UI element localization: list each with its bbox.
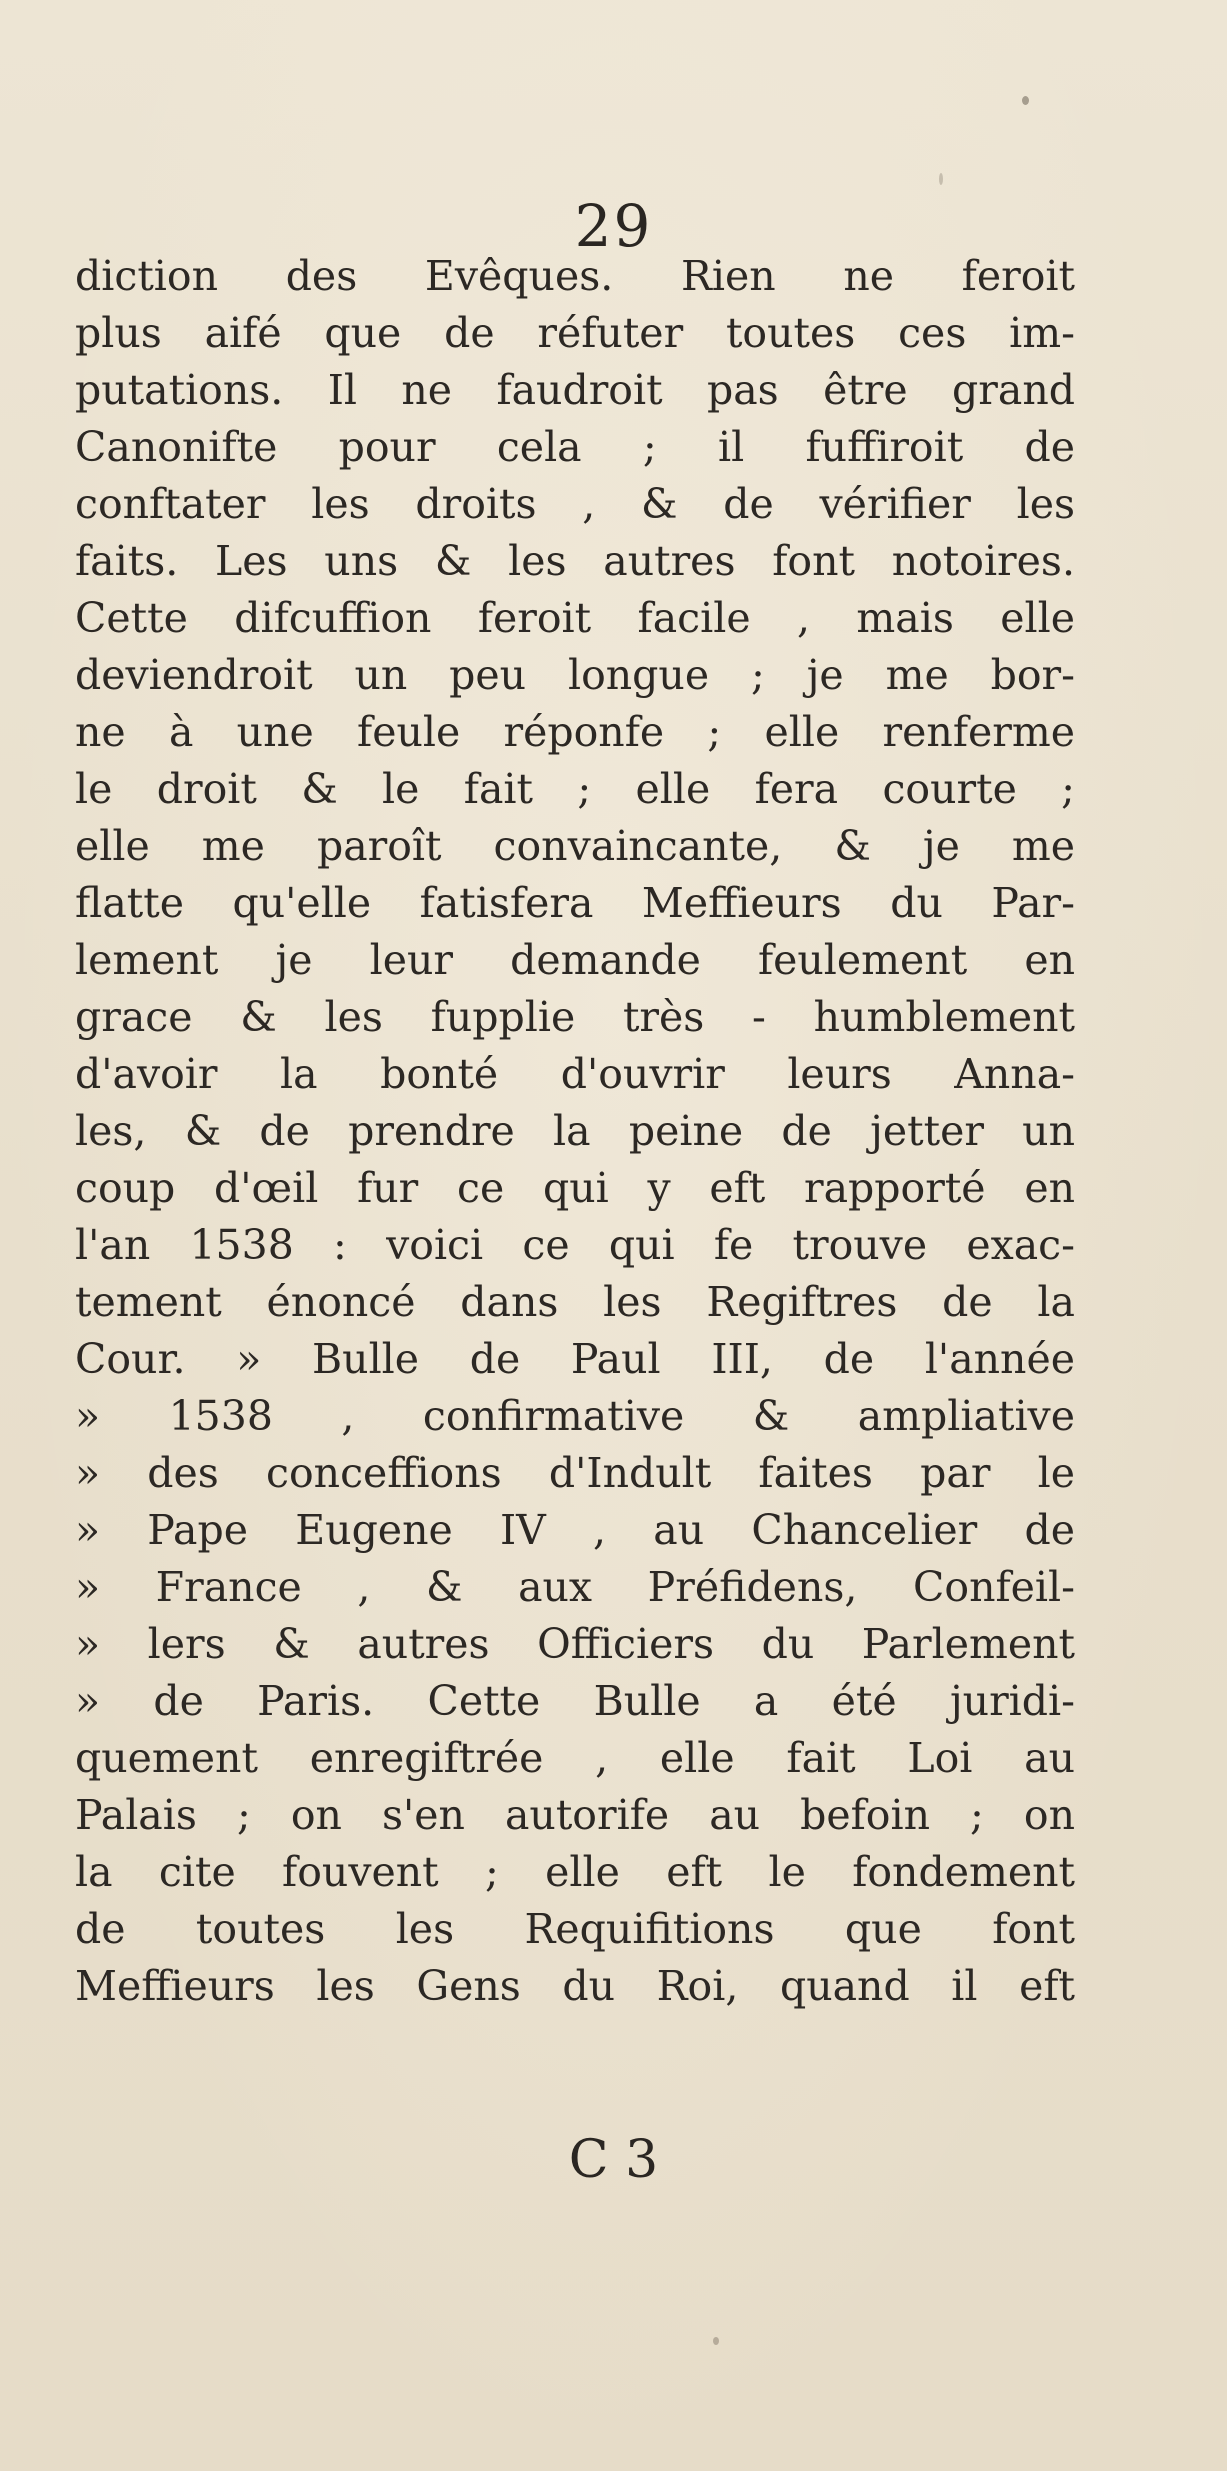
text-line: lement je leur demande feulement en [75, 936, 1075, 984]
ink-speck [1022, 96, 1029, 105]
text-line: ne à une feule réponfe ; elle renferme [75, 708, 1075, 756]
text-line: flatte qu'elle fatisfera Meffieurs du Par- [75, 879, 1075, 927]
text-line: Cette difcuffion feroit facile , mais elle [75, 594, 1075, 642]
text-line: » de Paris. Cette Bulle a été juridi- [75, 1677, 1075, 1725]
text-line: quement enregiftrée , elle fait Loi au [75, 1734, 1075, 1782]
text-line: Palais ; on s'en autorife au befoin ; on [75, 1791, 1075, 1839]
text-line: coup d'œil fur ce qui y eft rapporté en [75, 1164, 1075, 1212]
text-line: » des conceffions d'Indult faites par le [75, 1449, 1075, 1497]
ink-speck [713, 2337, 719, 2345]
text-line: d'avoir la bonté d'ouvrir leurs Anna- [75, 1050, 1075, 1098]
text-line: Meffieurs les Gens du Roi, quand il eft [75, 1962, 1075, 2010]
text-line: le droit & le fait ; elle fera courte ; [75, 765, 1075, 813]
text-line: » France , & aux Préfidens, Confeil- [75, 1563, 1075, 1611]
text-line: putations. Il ne faudroit pas être grand [75, 366, 1075, 414]
text-line: la cite fouvent ; elle eft le fondement [75, 1848, 1075, 1896]
text-line: conftater les droits , & de vérifier les [75, 480, 1075, 528]
text-line: » 1538 , confirmative & ampliative [75, 1392, 1075, 1440]
text-line: Cour. » Bulle de Paul III, de l'année [75, 1335, 1075, 1383]
text-line: grace & les fupplie très - humblement [75, 993, 1075, 1041]
text-line: tement énoncé dans les Regiftres de la [75, 1278, 1075, 1326]
text-line: plus aifé que de réfuter toutes ces im- [75, 309, 1075, 357]
ink-speck [939, 173, 943, 185]
text-line: elle me paroît convaincante, & je me [75, 822, 1075, 870]
body-text [75, 248, 1075, 2015]
signature-mark: C 3 [568, 2130, 659, 2190]
text-line: » lers & autres Officiers du Parlement [75, 1620, 1075, 1668]
text-line: les, & de prendre la peine de jetter un [75, 1107, 1075, 1155]
text-line: Canonifte pour cela ; il fuffiroit de [75, 423, 1075, 471]
text-line: de toutes les Requifitions que font [75, 1905, 1075, 1953]
text-line: l'an 1538 : voici ce qui fe trouve exac- [75, 1221, 1075, 1269]
text-line: faits. Les uns & les autres font notoires. [75, 537, 1075, 585]
text-line: deviendroit un peu longue ; je me bor- [75, 651, 1075, 699]
page-number: 29 [574, 192, 653, 260]
text-line: » Pape Eugene IV , au Chancelier de [75, 1506, 1075, 1554]
text-line: diction des Evêques. Rien ne feroit [75, 252, 1075, 300]
